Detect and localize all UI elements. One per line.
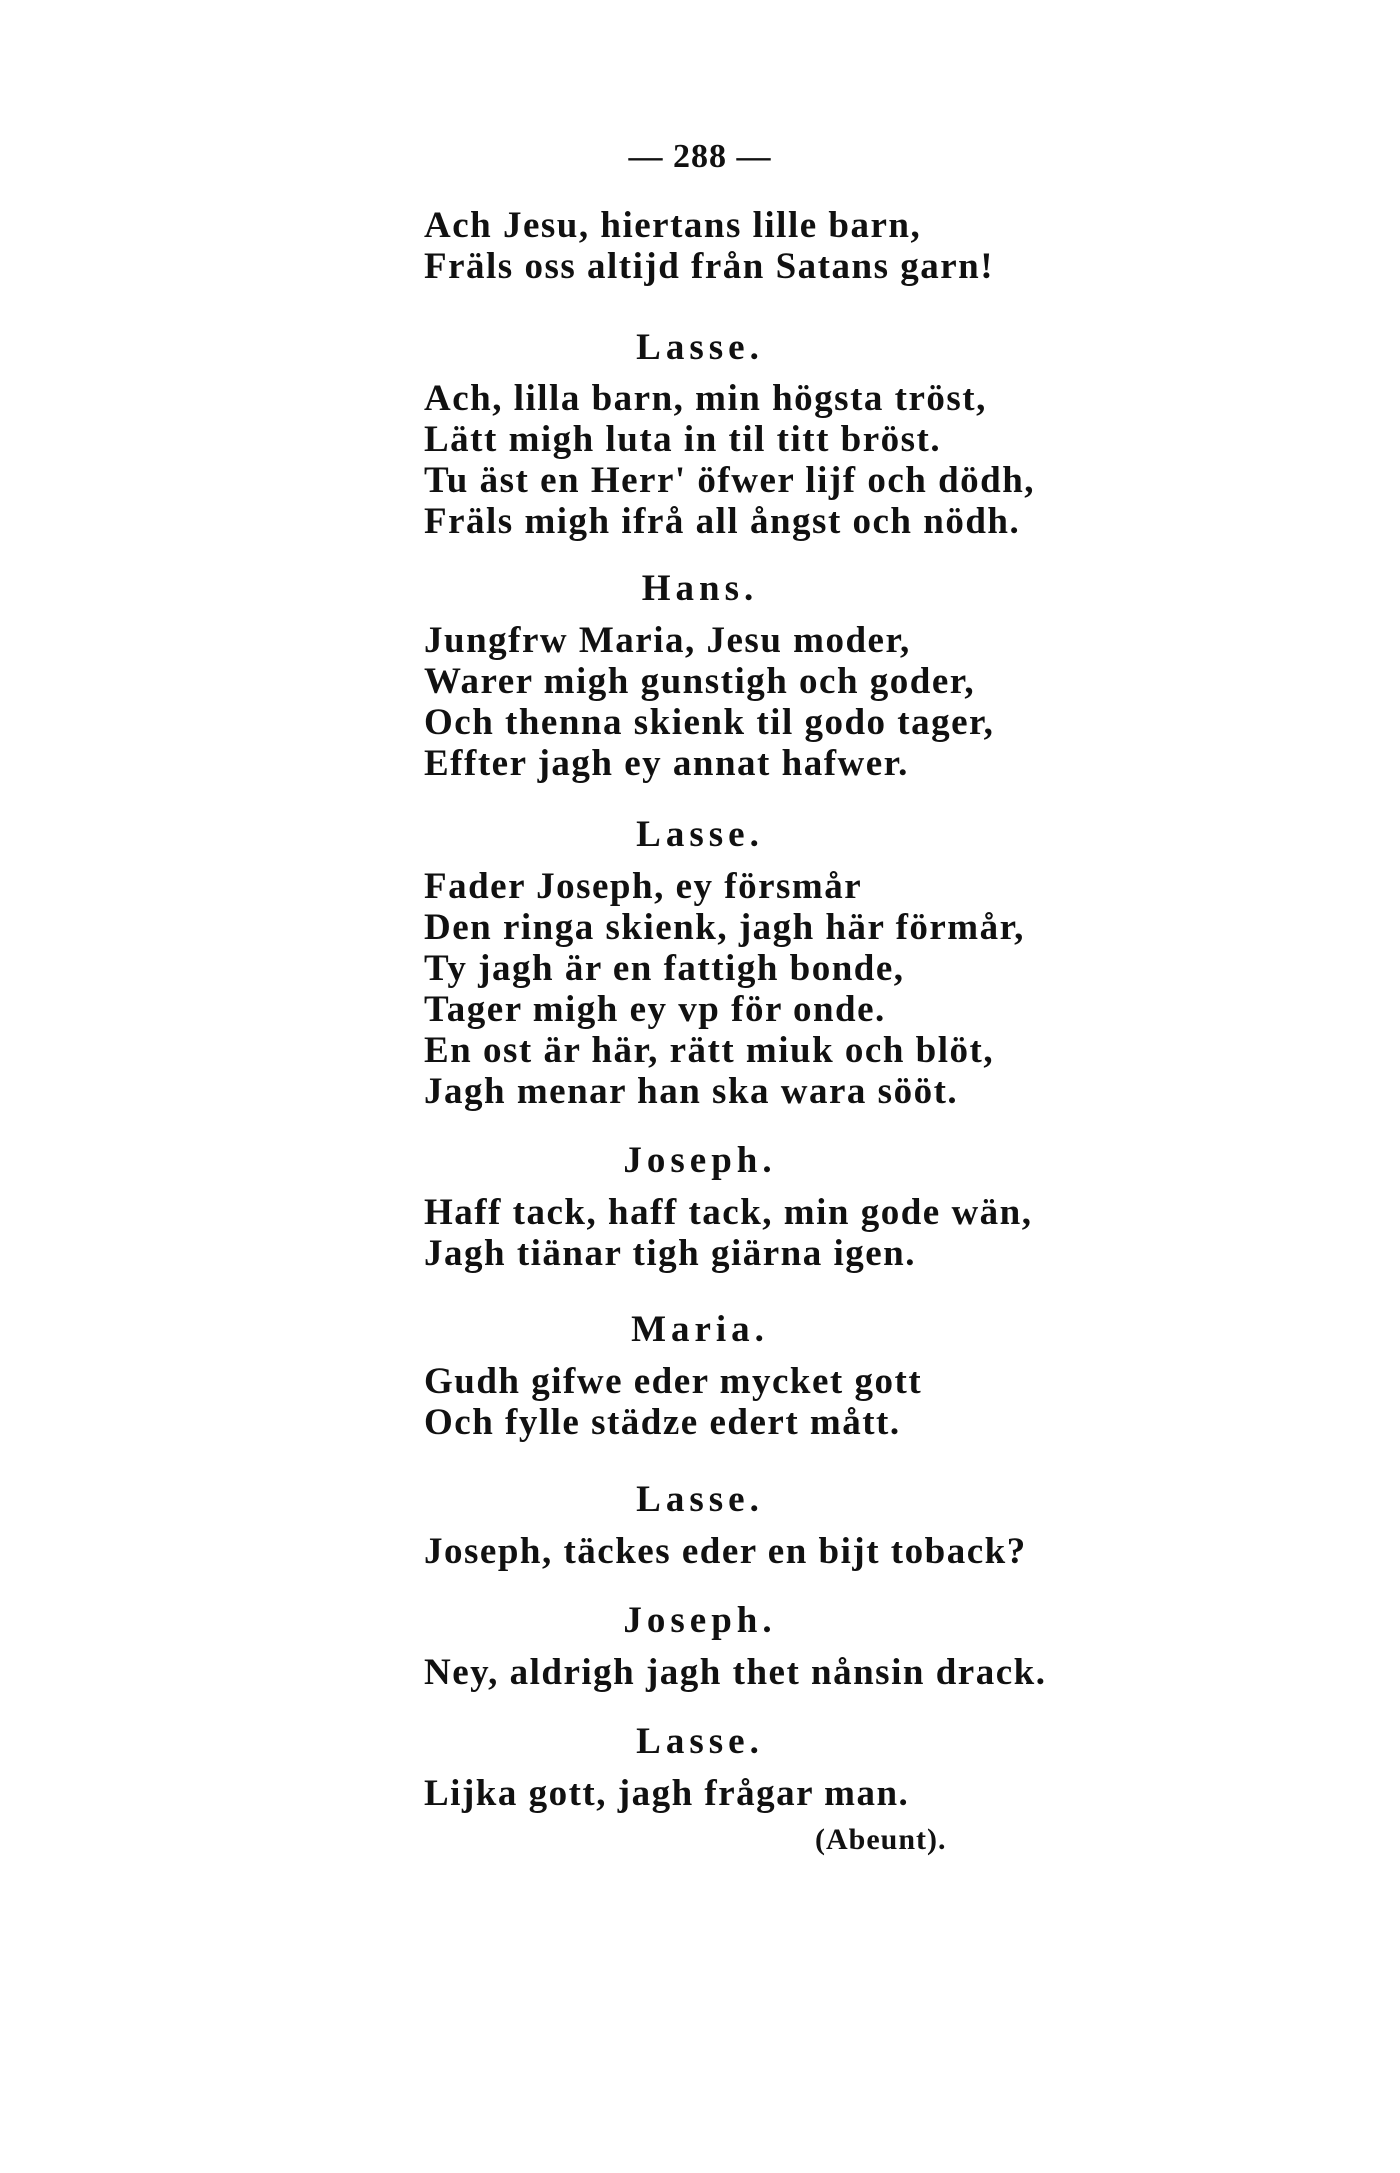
stanza [424, 378, 1084, 542]
verse-line: Fräls oss altijd från Satans garn! [424, 246, 995, 287]
stanza [424, 620, 1084, 784]
verse-line: Och fylle städze edert mått. [424, 1402, 901, 1443]
speaker-name: Lasse. [636, 1479, 764, 1520]
verse-line: Jungfrw Maria, Jesu moder, [424, 620, 911, 661]
stanza [424, 1652, 1084, 1693]
verse-line: Warer migh gunstigh och goder, [424, 661, 976, 702]
stanza [424, 866, 1084, 1112]
verse-line: Tu äst en Herr' öfwer lijf och dödh, [424, 460, 1036, 501]
stanza [424, 205, 1084, 287]
speaker-name: Lasse. [636, 1721, 764, 1762]
verse-line: Fräls migh ifrå all ångst och nödh. [424, 501, 1021, 542]
verse-line: Och thenna skienk til godo tager, [424, 702, 995, 743]
verse-line: Haff tack, haff tack, min gode wän, [424, 1192, 1033, 1233]
verse-line: Ney, aldrigh jagh thet nånsin drack. [424, 1652, 1047, 1693]
stanza [424, 1531, 1084, 1572]
speaker-name: Joseph. [623, 1600, 777, 1641]
verse-line: Fader Joseph, ey försmår [424, 866, 863, 907]
stage-direction: (Abeunt). [815, 1823, 947, 1856]
verse-line: Lätt migh luta in til titt bröst. [424, 419, 942, 460]
speaker-name: Lasse. [636, 814, 764, 855]
verse-line: Ach, lilla barn, min högsta tröst, [424, 378, 987, 419]
verse-line: Joseph, täckes eder en bijt toback? [424, 1531, 1027, 1572]
verse-line: Ty jagh är en fattigh bonde, [424, 948, 905, 989]
speaker-name: Hans. [641, 568, 759, 609]
speaker-name: Joseph. [623, 1140, 777, 1181]
verse-line: Lijka gott, jagh frågar man. [424, 1773, 910, 1814]
speaker-name: Lasse. [636, 327, 764, 368]
stanza [424, 1361, 1084, 1443]
verse-line: En ost är här, rätt miuk och blöt, [424, 1030, 995, 1071]
verse-line: Den ringa skienk, jagh här förmår, [424, 907, 1025, 948]
verse-line: Ach Jesu, hiertans lille barn, [424, 205, 922, 246]
verse-line: Jagh tiänar tigh giärna igen. [424, 1233, 916, 1274]
speaker-name: Maria. [631, 1309, 769, 1350]
stanza [424, 1192, 1084, 1274]
verse-line: Tager migh ey vp för onde. [424, 989, 886, 1030]
page-number: — 288 — [628, 138, 772, 175]
verse-line: Gudh gifwe eder mycket gott [424, 1361, 923, 1402]
stanza [424, 1773, 1084, 1814]
verse-line: Jagh menar han ska wara sööt. [424, 1071, 959, 1112]
verse-line: Effter jagh ey annat hafwer. [424, 743, 909, 784]
